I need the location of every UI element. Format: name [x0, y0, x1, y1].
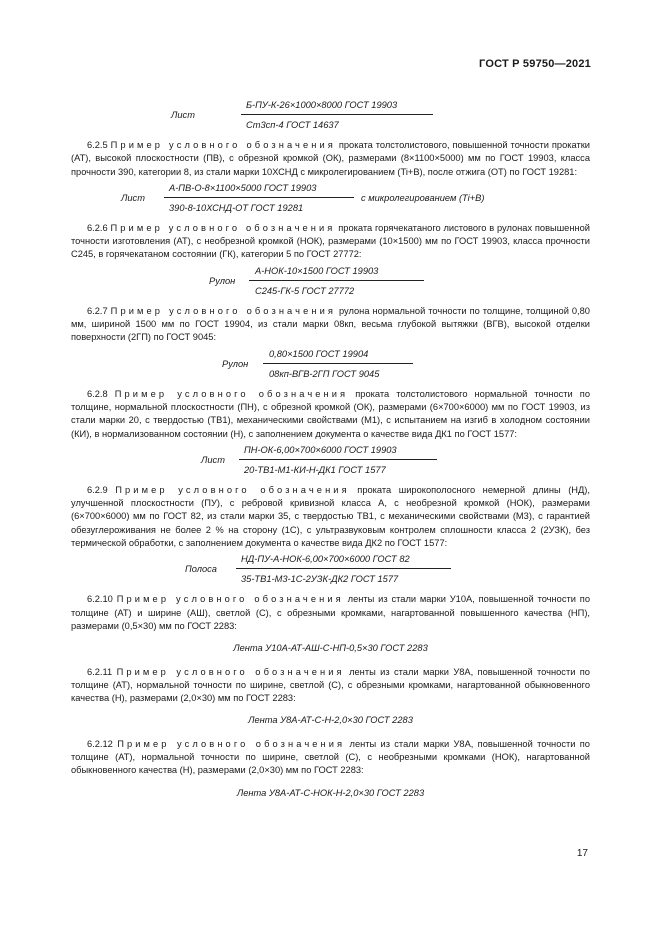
formula-numerator: НД-ПУ-А-НОК-6,00×700×6000 ГОСТ 82	[241, 554, 410, 565]
section-number: 6.2.7	[87, 305, 108, 316]
paragraph-text: ленты из стали марки У8А, повышенной точности по толщине (АТ), нормальной точности по ширине, светлой (С), с обрезными кромками, нагартованной обыкновенного качества (Н), размерами (2,0×30) мм по ГОСТ 2283:	[71, 666, 590, 704]
formula-denominator: 08кп-ВГВ-2ГП ГОСТ 9045	[269, 368, 380, 379]
paragraph-text: проката толстолистового, повышенной точности прокатки (АТ), высокой плоскостности (ПВ), с обрезной кромкой (ОК), размерами (8×1100×5000) мм по ГОСТ 19903, класса прочности 390, категории 8, из стали марки 10ХСНД с микролегированием (Ti+B), после отжига (ОТ) по ГОСТ 19281:	[71, 140, 590, 177]
designation-line-6-2-11: Лента У8А-АТ-С-Н-2,0×30 ГОСТ 2283	[248, 715, 413, 726]
paragraph-6-2-5	[71, 139, 590, 179]
spaced-term: Пример условного обозначения	[114, 388, 349, 399]
formula-label: Полоса	[185, 564, 217, 575]
designation-formula-4	[71, 348, 590, 384]
page-content	[71, 96, 590, 810]
formula-denominator: Ст3сп-4 ГОСТ 14637	[246, 120, 339, 130]
designation-formula-2	[71, 182, 590, 218]
section-number: 6.2.5	[87, 140, 108, 150]
formula-numerator: А-НОК-10×1500 ГОСТ 19903	[255, 265, 379, 276]
formula-denominator: 35-ТВ1-М3-1С-2УЗК-ДК2 ГОСТ 1577	[241, 574, 399, 585]
formula-label: Лист	[201, 454, 225, 465]
spaced-term: Пример условного обозначения	[117, 738, 346, 749]
paragraph-6-2-8	[71, 388, 590, 441]
paragraph-text: проката горячекатаного листового в рулонах повышенной точности изготовления (АТ), с необрезной кромкой (НОК), размерами (10×1500) мм по ГОСТ 19903, класса прочности С245, в горячекатаном состоянии (ГК), категории 5 по ГОСТ 27772:	[71, 222, 590, 260]
spaced-term: Пример условного обозначения	[110, 305, 336, 316]
fraction-bar	[239, 459, 437, 460]
fraction-bar	[249, 280, 424, 281]
fraction-bar	[236, 568, 451, 569]
paragraph-text: ленты из стали марки У8А, повышенной точности по толщине (АТ), нормальной точности по ширине, светлой (С), с необрезными кромками (НОК), нагартованной обыкновенного качества (Н), размерами (2,0×30) мм по ГОСТ 2283:	[71, 738, 590, 776]
section-number: 6.2.10	[87, 594, 113, 605]
paragraph-text: рулона нормальной точности по толщине, толщиной 0,80 мм, шириной 1500 мм по ГОСТ 19904, из стали марки 08кп, весьма глубокой вытяжки (ВГВ), высокой отделки поверхности (2ГП) по ГОСТ 9045:	[71, 305, 590, 343]
formula-denominator: 20-ТВ1-М1-КИ-Н-ДК1 ГОСТ 1577	[244, 464, 386, 475]
formula-numerator: 0,80×1500 ГОСТ 19904	[269, 348, 369, 359]
page-number: 17	[576, 848, 588, 859]
fraction-bar	[241, 114, 433, 115]
paragraph-text: проката широкополосного немерной длины (НД), улучшенной плоскостности (ПУ), с ребровой кривизной класса А, с необрезной кромкой (НОК), размерами (6×700×6000) мм по ГОСТ 82, из стали марки 35, с твердостью ТВ1, с механическими свойствами (М3), с гарантией обезуглероживания не более 2 % на сторону (1С), с ультразвуковым контролем сплошности класса 2 (2УЗК), без термической обработки, с заполнением документа о качестве вида ДК2 по ГОСТ 1577:	[71, 484, 590, 549]
formula-numerator: ПН-ОК-6,00×700×6000 ГОСТ 19903	[244, 444, 397, 455]
formula-numerator: Б-ПУ-К-26×1000×8000 ГОСТ 19903	[246, 100, 398, 110]
paragraph-6-2-7	[71, 305, 590, 345]
paragraph-6-2-11	[71, 666, 590, 706]
paragraph-text: ленты из стали марки У10А, повышенной точности по толщине (АТ) и ширине (АШ), светлой (С), с обрезными кромками, нагартованной повышенного качества (НП), размерами (0,5×30) мм по ГОСТ 2283:	[71, 594, 590, 631]
formula-note: с микролегированием (Ti+B)	[361, 192, 485, 203]
fraction-bar	[164, 197, 354, 198]
spaced-term: Пример условного обозначения	[116, 666, 345, 677]
formula-label: Рулон	[222, 358, 249, 369]
designation-line-6-2-10: Лента У10А-АТ-АШ-С-НП-0,5×30 ГОСТ 2283	[233, 643, 428, 654]
designation-formula-6	[71, 553, 590, 589]
formula-label: Лист	[121, 192, 145, 203]
fraction-bar	[263, 363, 413, 364]
designation-formula-1	[71, 99, 590, 135]
section-number: 6.2.12	[87, 738, 113, 749]
spaced-term: Пример условного обозначения	[115, 484, 350, 495]
spaced-term: Пример условного обозначения	[110, 140, 336, 150]
formula-numerator: А-ПВ-О-8×1100×5000 ГОСТ 19903	[169, 182, 317, 193]
document-id-header: ГОСТ Р 59750—2021	[479, 58, 591, 70]
formula-label: Лист	[171, 110, 195, 120]
section-number: 6.2.8	[87, 388, 108, 399]
paragraph-6-2-6	[71, 222, 590, 262]
designation-line-6-2-12: Лента У8А-АТ-С-НОК-Н-2,0×30 ГОСТ 2283	[236, 787, 425, 798]
paragraph-6-2-9	[71, 484, 590, 550]
paragraph-text: проката толстолистового нормальной точности по толщине, нормальной плоскостности (ПН), с обрезной кромкой (ОК), размерами (6×700×6000) мм по ГОСТ 19903, из стали марки 20, с твердостью (ТВ1), механическими свойствами (М1), с испытанием на изгиб в холодном состоянии (КИ), в нормализованном состоянии (Н), с заполнением документа о качестве вида ДК1 по ГОСТ 1577:	[71, 388, 590, 439]
formula-denominator: 390-8-10ХСНД-ОТ ГОСТ 19281	[169, 202, 304, 213]
paragraph-6-2-10	[71, 593, 590, 633]
designation-formula-3	[71, 265, 590, 301]
section-number: 6.2.6	[87, 222, 108, 233]
spaced-term: Пример условного обозначения	[116, 594, 344, 605]
section-number: 6.2.11	[87, 666, 113, 677]
formula-denominator: С245-ГК-5 ГОСТ 27772	[255, 285, 355, 296]
section-number: 6.2.9	[87, 484, 108, 495]
formula-label: Рулон	[209, 275, 236, 286]
paragraph-6-2-12	[71, 738, 590, 778]
spaced-term: Пример условного обозначения	[110, 222, 336, 233]
designation-formula-5	[71, 444, 590, 480]
